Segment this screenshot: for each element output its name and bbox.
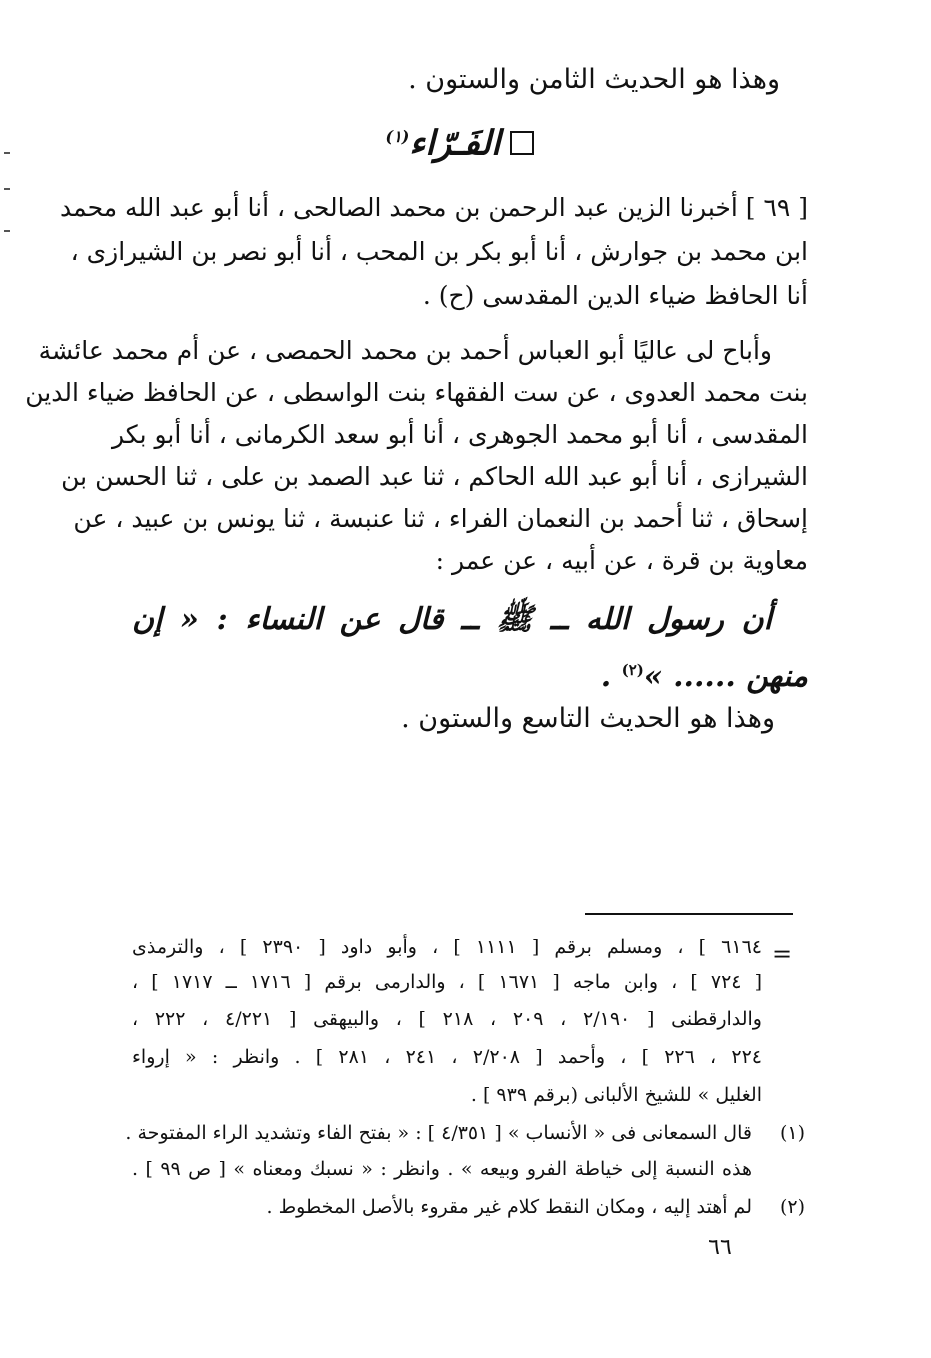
footnote-continued-line-2: [ ٧٢٤ ] ، وابن ماجه [ ١٦٧١ ] ، والدارمى برقم [ ١٧١٦ ــ ١٧١٧ ] ، (132, 971, 763, 993)
hadith-text-period: . (600, 659, 622, 694)
section-title-text: الفَـرّاء (409, 123, 501, 164)
hadith-text-line-1: أن رسول الله ــ ﷺ ــ قال عن النساء : « إن (132, 602, 772, 637)
footnote-continued-line-3: والدارقطنى [ ٢/١٩٠ ، ٢٠٩ ، ٢١٨ ] ، والبيهقى [ ٤/٢٢١ ، ٢٢٢ ، (132, 1008, 762, 1030)
scan-edge-mark (4, 188, 10, 190)
footnote-2-number: (٢) (779, 1196, 805, 1218)
paragraph-2-line-2: بنت محمد العدوى ، عن ست الفقهاء بنت الواسطى ، عن الحافظ ضياء الدين (25, 378, 808, 407)
paragraph-2-line-4: الشيرازى ، أنا أبو عبد الله الحاكم ، ثنا عبد الصمد بن على ، ثنا الحسن بن (61, 462, 808, 491)
footnote-1-number: (١) (779, 1122, 805, 1144)
footnote-continuation-mark: = (772, 940, 793, 968)
scan-edge-mark (4, 230, 10, 232)
footnote-continued-line-1: ٦١٦٤ ] ، ومسلم برقم [ ١١١١ ] ، وأبو داود [ ٢٣٩٠ ] ، والترمذى (132, 936, 762, 958)
square-bullet-icon (510, 131, 534, 155)
footnote-continued-line-4: ٢٢٤ ، ٢٢٦ ] ، وأحمد [ ٢/٢٠٨ ، ٢٤١ ، ٢٨١ ] . وانظر : « إرواء (132, 1046, 762, 1068)
paragraph-1-line-2: ابن محمد بن جوارش ، أنا أبو بكر بن المحب ، أنا أبو نصر بن الشيرازى ، (70, 237, 808, 266)
hadith-text-line-2 (132, 645, 808, 695)
title-footnote-ref: (١) (385, 127, 410, 146)
page-number: ٦٦ (708, 1235, 732, 1260)
scan-edge-mark (4, 152, 10, 154)
closing-line-68: وهذا هو الحديث الثامن والستون . (408, 64, 780, 95)
paragraph-2-line-5: إسحاق ، ثنا أحمد بن النعمان الفراء ، ثنا عنبسة ، ثنا يونس بن عبيد ، عن (73, 504, 808, 533)
footnote-2-line-1: لم أهتد إليه ، ومكان النقط كلام غير مقروء بالأصل المخطوط . (266, 1196, 752, 1218)
hadith-text-end: منهن ...... » (643, 659, 808, 694)
footnote-continued-line-5: الغليل » للشيخ الألبانى (برقم ٩٣٩ ] . (470, 1084, 762, 1106)
footnote-1-line-1: قال السمعانى فى « الأنساب » [ ٤/٣٥١ ] : « بفتح الفاء وتشديد الراء المفتوحة . (125, 1122, 752, 1144)
paragraph-1-line-1: [ ٦٩ ] أخبرنا الزين عبد الرحمن بن محمد الصالحى ، أنا أبو عبد الله محمد (60, 193, 808, 222)
paragraph-1-line-3: أنا الحافظ ضياء الدين المقدسى (ح) . (422, 281, 808, 310)
paragraph-2-line-6: معاوية بن قرة ، عن أبيه ، عن عمر : (435, 546, 808, 575)
paragraph-2-line-1: وأباح لى عاليًا أبو العباس أحمد بن محمد الحمصى ، عن أم محمد عائشة (38, 336, 772, 365)
paragraph-2-line-3: المقدسى ، أنا أبو محمد الجوهرى ، أنا أبو سعد الكرمانى ، أنا أبو بكر (112, 420, 808, 449)
footnote-1-line-2: هذه النسبة إلى خياطة الفرو وبيعه » . وانظر : « نسبك ومعناه » [ ص ٩٩ ] . (132, 1158, 753, 1180)
footnote-separator (585, 913, 793, 915)
closing-line-69: وهذا هو الحديث التاسع والستون . (401, 703, 775, 734)
section-title (300, 112, 620, 162)
hadith-footnote-ref: (٢) (621, 661, 644, 679)
